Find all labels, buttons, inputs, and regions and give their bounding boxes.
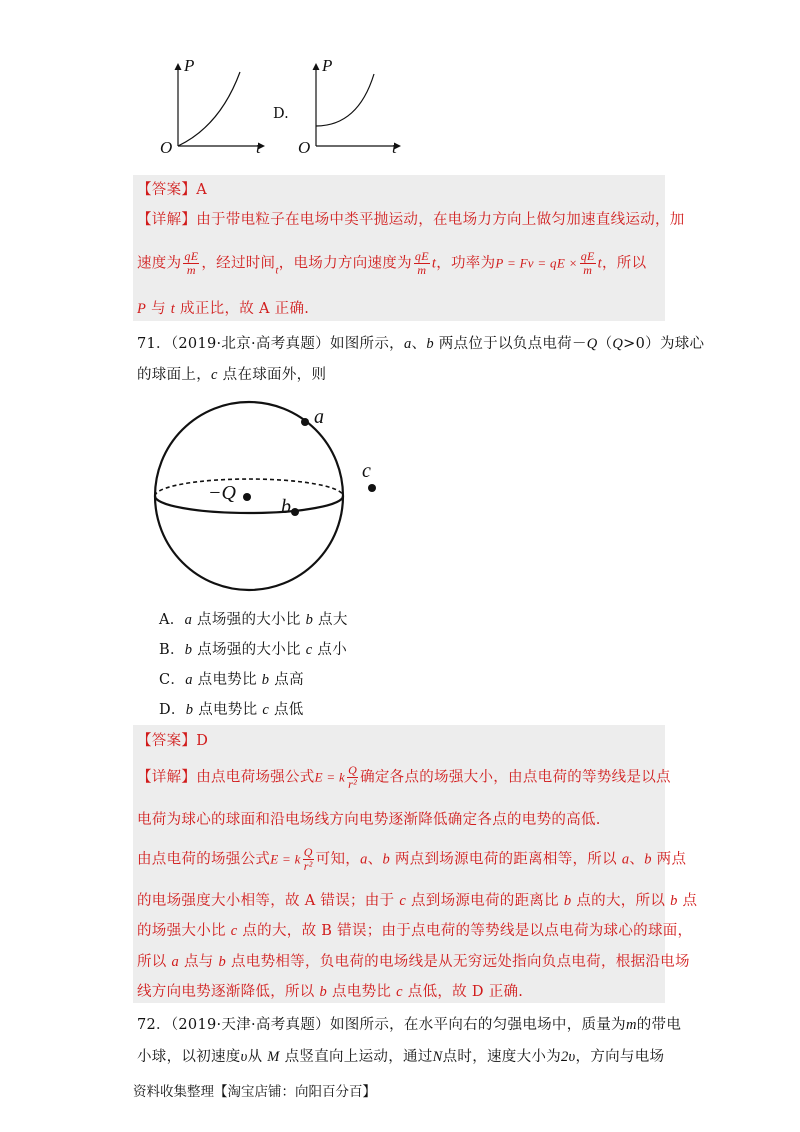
fraction-numerator: Q [303, 845, 313, 859]
question-72-stem-line2 [137, 1045, 664, 1066]
choice-text: 点场强的大小比 [192, 642, 306, 658]
fraction-numerator: qE [580, 249, 595, 263]
choice-letter: B． [159, 642, 185, 658]
math-var: a [171, 954, 180, 970]
detail-line-5 [137, 919, 692, 940]
fraction-denominator: m [417, 263, 427, 277]
graph-origin-label: O [160, 138, 173, 157]
stem-text: 的带电 [636, 1017, 682, 1033]
detail-text: 由点电荷的场强公式 [137, 851, 271, 868]
charge-label: −Q [208, 482, 236, 504]
answer-line [137, 729, 208, 750]
detail-text: 成正比，故 A 正确. [175, 301, 310, 317]
detail-label: 【详解】 [137, 769, 197, 786]
math-var: b [426, 336, 434, 352]
detail-text: 点低，故 D 正确. [402, 984, 524, 1000]
stem-text: 如图所示，在水平向右的匀强电场中，质量为 [329, 1017, 626, 1033]
math-var: P [137, 301, 147, 317]
answer-label: 【答案】 [137, 182, 197, 198]
detail-text: 、 [367, 851, 383, 868]
math-var: t [597, 255, 602, 272]
answer-line [137, 178, 207, 199]
fraction [414, 250, 430, 277]
fraction [347, 764, 358, 791]
math-var: m [625, 1017, 637, 1033]
choice-text: 点电势比 [192, 672, 262, 688]
math-var: c [396, 984, 403, 1000]
stem-text: 点竖直向上运动，通过 [279, 1049, 433, 1065]
detail-text: 、 [629, 851, 645, 868]
choice-text: 点场强的大小比 [192, 612, 306, 628]
choice-text: 点低 [269, 702, 304, 718]
math-expression: E = k [270, 851, 301, 867]
stem-text: 如图所示， [329, 336, 404, 352]
detail-line-4 [137, 889, 697, 910]
answer-value: D [196, 733, 209, 749]
detail-text: 点与 [179, 954, 219, 970]
math-var: t [431, 255, 437, 272]
question-71-stem-line2 [137, 363, 326, 384]
point-c-label: c [362, 460, 371, 482]
graph-y-label: P [322, 56, 333, 75]
graph-origin-label: O [298, 138, 311, 157]
stem-text: 从 [247, 1049, 268, 1065]
question-72-stem-line1 [137, 1013, 681, 1034]
detail-label: 【详解】 [137, 212, 197, 228]
answer-value: A [196, 182, 207, 198]
question-source: （2019·天津·高考真题） [170, 1017, 330, 1033]
math-var: b [670, 893, 678, 909]
stem-text: 、 [411, 336, 427, 352]
choice-c[interactable] [159, 668, 304, 689]
graph-option-c [160, 58, 270, 158]
detail-text: 由点电荷场强公式 [196, 769, 315, 786]
math-var: υ [240, 1049, 248, 1065]
math-var: a [185, 672, 193, 688]
page-footer: 资料收集整理【淘宝店铺：向阳百分百】 [133, 1084, 376, 1100]
math-expression: E = k [314, 769, 346, 785]
math-expression: P = Fv = qE × [495, 255, 578, 271]
detail-text: 线方向电势逐渐降低，所以 [137, 984, 320, 1000]
math-var: a [184, 612, 193, 628]
detail-line-6 [137, 950, 690, 971]
math-var: Q [586, 336, 598, 352]
graph-x-label: t [392, 138, 397, 157]
detail-text: 点到场源电荷的距离比 [406, 893, 564, 909]
fraction [303, 846, 314, 873]
math-var: b [218, 954, 227, 970]
graph-option-d [298, 58, 408, 158]
fraction-numerator: qE [414, 249, 429, 263]
math-var: b [644, 851, 652, 868]
choice-d[interactable] [159, 698, 304, 719]
math-var: M [267, 1049, 280, 1065]
math-var: b [185, 702, 194, 718]
question-source: （2019·北京·高考真题） [170, 336, 330, 352]
choice-b[interactable] [159, 638, 347, 659]
fraction [580, 250, 596, 277]
choice-text: 点大 [313, 612, 348, 628]
graph-x-label: t [256, 138, 261, 157]
detail-text: ，所以 [602, 255, 647, 272]
math-var: t [275, 264, 279, 277]
choice-text: 点高 [269, 672, 304, 688]
detail-line-1 [137, 764, 671, 791]
fraction-denominator: r² [348, 777, 358, 791]
math-var: a [360, 851, 368, 868]
choice-text: 点电势比 [193, 702, 263, 718]
detail-text: 两点 [651, 851, 687, 868]
math-var: c [305, 642, 313, 658]
math-var: 2υ [561, 1049, 576, 1065]
math-var: Q [612, 336, 624, 352]
stem-text: 的球面上， [137, 367, 211, 383]
question-71-stem-line1 [137, 332, 704, 353]
question-number: 71． [137, 336, 171, 352]
detail-text: ，经过时间 [201, 255, 276, 272]
question-number: 72． [137, 1017, 171, 1033]
detail-text: 的电场强度大小相等，故 A 错误；由于 [137, 893, 400, 909]
detail-text: 确定各点的场强大小，由点电荷的等势线是以点 [360, 769, 671, 786]
math-var: c [399, 893, 407, 909]
stem-text: 点在球面外，则 [217, 367, 327, 383]
stem-text: 两点位于以负点电荷－ [433, 336, 587, 352]
detail-text: 可知， [315, 851, 361, 868]
fraction-denominator: r² [303, 859, 313, 873]
detail-text: 点电势相等，负电荷的电场线是从无穷远处指向负点电荷，根据沿电场 [226, 954, 690, 970]
detail-line-2 [137, 250, 646, 277]
stem-text: >0）为球心 [623, 336, 705, 352]
choice-letter: A． [159, 612, 185, 628]
choice-letter: D． [159, 702, 186, 718]
fraction-numerator: Q [348, 763, 358, 777]
stem-text: （ [597, 336, 613, 352]
choice-a[interactable] [159, 608, 348, 629]
detail-line-1 [137, 208, 685, 229]
option-d-label: D. [273, 106, 289, 122]
math-var: c [262, 702, 270, 718]
stem-text: 小球，以初速度 [137, 1049, 241, 1065]
fraction-numerator: qE [184, 249, 199, 263]
detail-line-2 [137, 808, 601, 829]
fraction-denominator: m [583, 263, 593, 277]
math-var: t [170, 301, 176, 317]
choice-text: 点小 [312, 642, 348, 658]
graph-y-label: P [184, 56, 195, 75]
math-var: b [563, 893, 572, 909]
detail-text: 所以 [137, 954, 172, 970]
answer-label: 【答案】 [137, 733, 197, 749]
detail-text: ，电场力方向速度为 [278, 255, 412, 272]
detail-line-3 [137, 846, 686, 873]
detail-text: 两点到场源电荷的距离相等，所以 [390, 851, 622, 868]
detail-text: ，功率为 [436, 255, 496, 272]
math-var: c [211, 367, 218, 383]
math-var: b [319, 984, 328, 1000]
stem-text: ，方向与电场 [575, 1049, 665, 1065]
sphere-figure [150, 400, 390, 600]
stem-text: 点时，速度大小为 [442, 1049, 561, 1065]
math-var: a [621, 851, 630, 868]
math-var: N [432, 1049, 443, 1065]
point-b-label: b [281, 496, 291, 518]
math-var: b [261, 672, 270, 688]
point-a-label: a [314, 406, 324, 428]
detail-text: 点 [677, 893, 698, 909]
detail-text: 点的大，故 B 错误；由于点电荷的等势线是以点电荷为球心的球面， [237, 923, 693, 939]
detail-text: 的场强大小比 [137, 923, 231, 939]
fraction [183, 250, 199, 277]
math-var: b [382, 851, 390, 868]
math-var: a [403, 336, 412, 352]
math-var: c [230, 923, 238, 939]
detail-text: 与 [146, 301, 171, 317]
math-var: b [184, 642, 193, 658]
detail-line-3 [137, 297, 309, 318]
detail-text: 点电势比 [327, 984, 397, 1000]
detail-text: 电荷为球心的球面和沿电场线方向电势逐渐降低确定各点的电势的高低. [137, 812, 601, 828]
detail-text: 点的大，所以 [571, 893, 671, 909]
math-var: b [305, 612, 314, 628]
detail-text: 由于带电粒子在电场中类平抛运动，在电场力方向上做匀加速直线运动，加 [196, 212, 685, 228]
fraction-denominator: m [186, 263, 196, 277]
detail-text: 速度为 [137, 255, 182, 272]
detail-line-7 [137, 980, 523, 1001]
choice-letter: C． [159, 672, 186, 688]
